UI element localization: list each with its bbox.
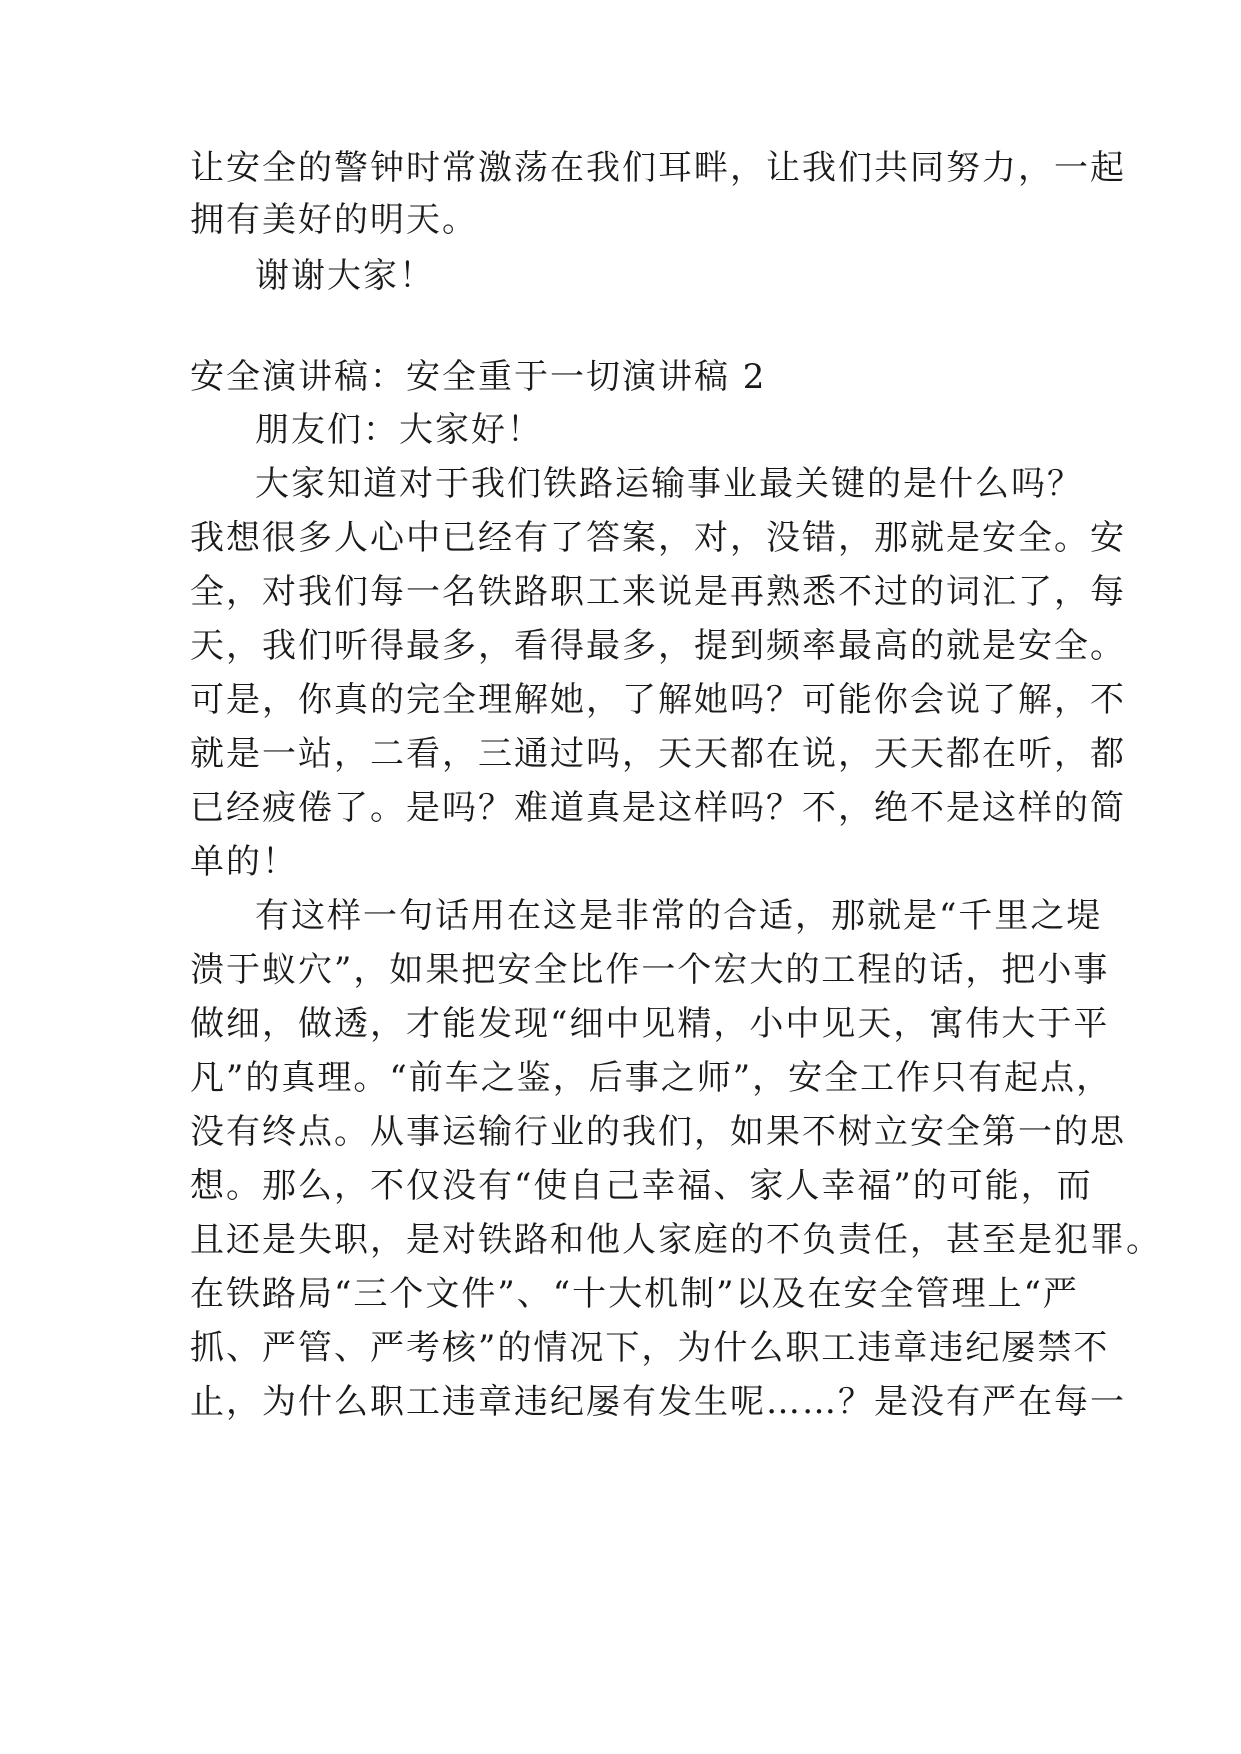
body-text-line: 单的！ xyxy=(190,842,298,882)
body-text-line: 做细，做透，才能发现“细中见精，小中见天，寓伟大于平 xyxy=(190,1004,1110,1044)
section-title: 安全演讲稿：安全重于一切演讲稿 2 xyxy=(190,357,767,397)
body-text-line: 抓、严管、严考核”的情况下，为什么职工违章违纪屡禁不 xyxy=(190,1328,1110,1368)
body-text-line: 没有终点。从事运输行业的我们，如果不树立安全第一的思 xyxy=(190,1112,1126,1152)
body-text-line: 凡”的真理。“前车之鉴，后事之师”，安全工作只有起点， xyxy=(190,1058,1113,1098)
body-text-line: 让安全的警钟时常激荡在我们耳畔，让我们共同努力，一起 xyxy=(190,148,1126,188)
body-text-line: 在铁路局“三个文件”、“十大机制”以及在安全管理上“严 xyxy=(190,1274,1079,1314)
greeting: 朋友们：大家好！ xyxy=(255,410,543,450)
body-text-line: 止，为什么职工违章违纪屡有发生呢……？是没有严在每一 xyxy=(190,1382,1126,1422)
body-text-line: 就是一站，二看，三通过吗，天天都在说，天天都在听，都 xyxy=(190,734,1126,774)
body-text-line: 想。那么，不仅没有“使自己幸福、家人幸福”的可能，而 xyxy=(190,1166,1093,1206)
body-text-line: 大家知道对于我们铁路运输事业最关键的是什么吗？ xyxy=(255,464,1083,504)
body-text-line: 天，我们听得最多，看得最多，提到频率最高的就是安全。 xyxy=(190,626,1126,666)
body-text-line: 全，对我们每一名铁路职工来说是再熟悉不过的词汇了，每 xyxy=(190,572,1126,612)
body-text-line: 溃于蚁穴”，如果把安全比作一个宏大的工程的话，把小事 xyxy=(190,950,1110,990)
body-text-line: 有这样一句话用在这是非常的合适，那就是“千里之堤 xyxy=(255,896,1103,936)
body-text-line: 我想很多人心中已经有了答案，对，没错，那就是安全。安 xyxy=(190,518,1126,558)
closing-remark: 谢谢大家！ xyxy=(255,256,435,296)
body-text-line: 拥有美好的明天。 xyxy=(190,200,478,240)
body-text-line: 且还是失职，是对铁路和他人家庭的不负责任，甚至是犯罪。 xyxy=(190,1220,1162,1260)
body-text-line: 可是，你真的完全理解她，了解她吗？可能你会说了解，不 xyxy=(190,680,1126,720)
body-text-line: 已经疲倦了。是吗？难道真是这样吗？不，绝不是这样的简 xyxy=(190,788,1126,828)
